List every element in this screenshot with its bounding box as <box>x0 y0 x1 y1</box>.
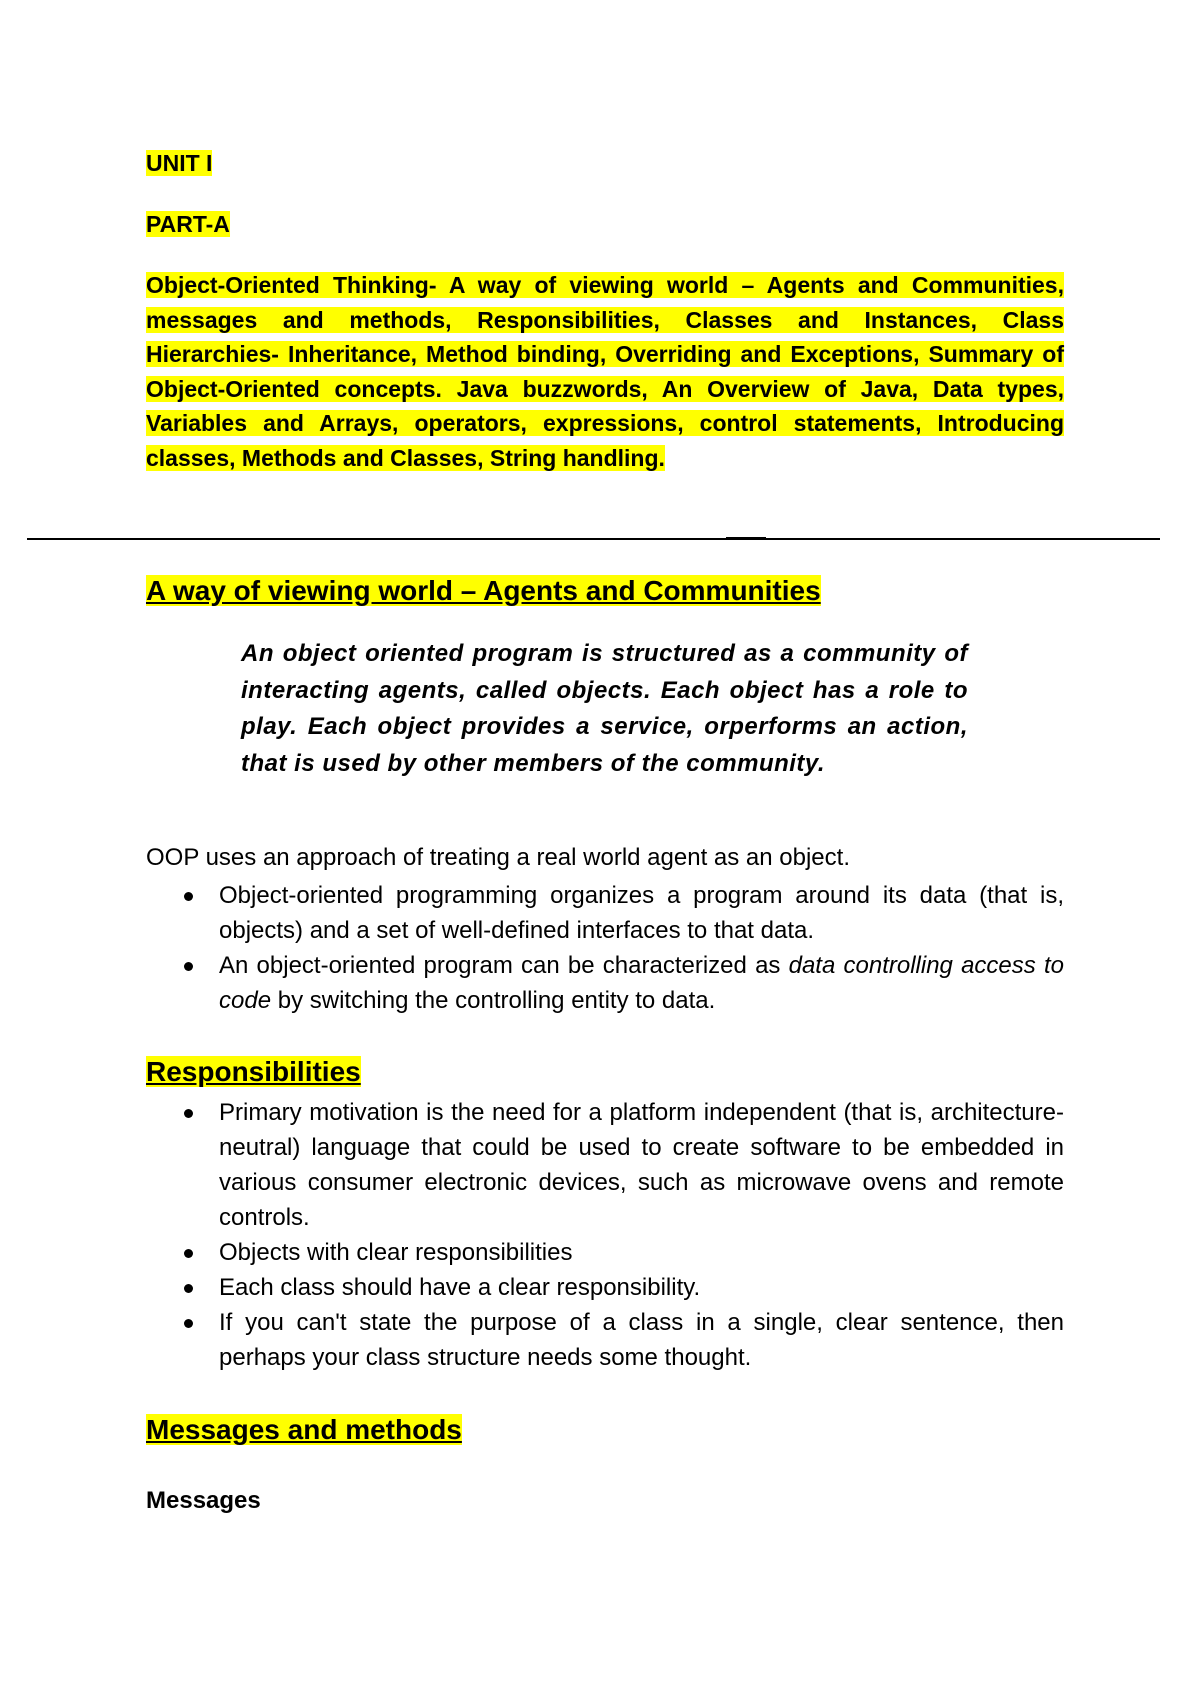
list-item-text: Objects with clear responsibilities <box>219 1239 573 1266</box>
messages-subheading: Messages <box>146 1487 261 1514</box>
oop-bullet-list <box>146 878 1064 1018</box>
bullet-icon <box>184 962 193 971</box>
section-heading-agents: A way of viewing world – Agents and Communities <box>146 575 821 606</box>
list-item-text: Each class should have a clear responsibility. <box>219 1274 701 1301</box>
definition-quote: An object oriented program is structured as a community of interacting agents, called objects. Each object has a role to play. Each object provides a service, orperforms an action, that is used by other members of the community. <box>241 640 968 777</box>
list-item <box>146 1095 1064 1235</box>
bullet-icon <box>184 1284 193 1293</box>
list-item-text-lead: An object-oriented program can be characterized as <box>219 952 789 979</box>
bullet-icon <box>184 1319 193 1328</box>
syllabus-text: Object-Oriented Thinking- A way of viewing world – Agents and Communities, messages and methods, Responsibilities, Classes and Instances, Class Hierarchies- Inheritance, Method binding, Overriding and Exceptions, Summary of Object-Oriented concepts. Java buzzwords, An Overview of Java, Data types, Variables and Arrays, operators, expressions, control statements, Introducing classes, Methods and Classes, String handling. <box>146 272 1064 471</box>
section-heading-responsibilities: Responsibilities <box>146 1056 361 1087</box>
unit-title: UNIT I <box>146 150 213 176</box>
bullet-icon <box>184 1249 193 1258</box>
part-title: PART-A <box>146 211 230 237</box>
list-item-emphasis: data controlling access to code <box>219 952 1064 1014</box>
bullet-icon <box>184 1109 193 1118</box>
horizontal-divider <box>27 538 1160 540</box>
list-item <box>146 1270 1064 1305</box>
syllabus-paragraph <box>146 268 1064 476</box>
list-item-text: Object-oriented programming organizes a program around its data (that is, objects) and a set of well-defined interfaces to that data. <box>219 882 1064 944</box>
bullet-icon <box>184 892 193 901</box>
list-item <box>146 1235 1064 1270</box>
oop-intro-text: OOP uses an approach of treating a real world agent as an object. <box>146 844 850 871</box>
list-item <box>146 1305 1064 1375</box>
list-item-text: Primary motivation is the need for a platform independent (that is, architecture- neutral) language that could be used to create software to be embedded in various consumer electronic devices, such as microwave ovens and remote controls. <box>219 1099 1064 1231</box>
section-heading-messages-methods: Messages and methods <box>146 1414 462 1445</box>
divider-mark <box>726 537 766 540</box>
list-item <box>146 878 1064 948</box>
list-item-text-tail: by switching the controlling entity to data. <box>271 987 716 1014</box>
list-item-text: If you can't state the purpose of a class in a single, clear sentence, then perhaps your class structure needs some thought. <box>219 1309 1064 1371</box>
list-item <box>146 948 1064 1018</box>
responsibilities-bullet-list <box>146 1095 1064 1375</box>
